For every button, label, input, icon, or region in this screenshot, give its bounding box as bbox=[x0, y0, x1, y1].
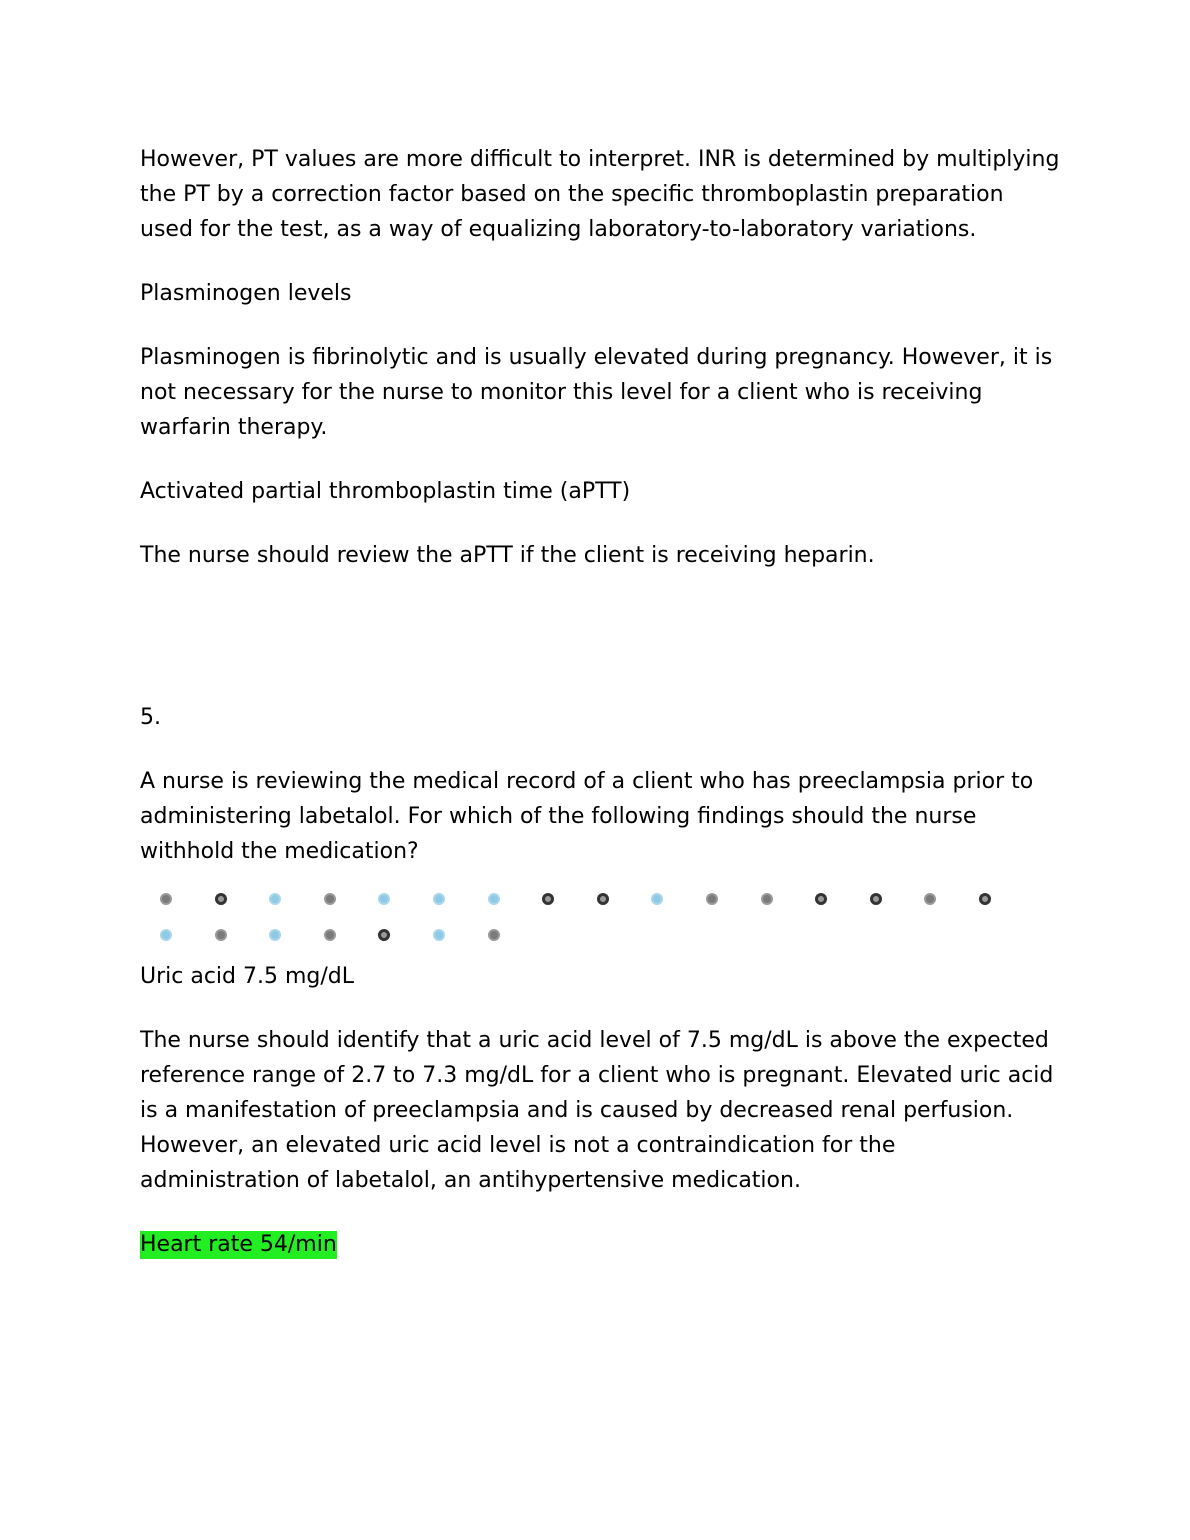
dot-ring-icon bbox=[979, 893, 991, 905]
dot-blue-icon bbox=[433, 929, 445, 941]
dot-gray-icon bbox=[160, 893, 172, 905]
dot-blue-icon bbox=[488, 893, 500, 905]
dot-ring-icon bbox=[215, 893, 227, 905]
dot-blue-icon bbox=[651, 893, 663, 905]
paragraph-aptt: The nurse should review the aPTT if the client is receiving heparin. bbox=[140, 543, 875, 568]
heading-aptt: Activated partial thromboplastin time (aPTT) bbox=[140, 479, 631, 504]
dot-gray-icon bbox=[706, 893, 718, 905]
dot-gray-icon bbox=[324, 893, 336, 905]
decorative-dot-rows bbox=[160, 893, 1060, 963]
dot-gray-icon bbox=[761, 893, 773, 905]
question-text: A nurse is reviewing the medical record of a client who has preeclampsia prior to administering labetalol. For which of the following findings should the nurse withhold the medication? bbox=[140, 769, 1034, 864]
dot-gray-icon bbox=[488, 929, 500, 941]
dot-blue-icon bbox=[269, 893, 281, 905]
answer-heart-rate-highlighted: Heart rate 54/min bbox=[140, 1232, 337, 1257]
answer-uric-acid: Uric acid 7.5 mg/dL bbox=[140, 964, 355, 989]
document-page bbox=[140, 142, 1060, 1262]
heading-plasminogen: Plasminogen levels bbox=[140, 281, 352, 306]
dot-blue-icon bbox=[433, 893, 445, 905]
dot-gray-icon bbox=[215, 929, 227, 941]
question-number: 5. bbox=[140, 705, 161, 730]
dot-ring-icon bbox=[870, 893, 882, 905]
dot-ring-icon bbox=[815, 893, 827, 905]
dot-ring-icon bbox=[542, 893, 554, 905]
dot-ring-icon bbox=[597, 893, 609, 905]
paragraph-plasminogen: Plasminogen is fibrinolytic and is usually elevated during pregnancy. However, it is not necessary for the nurse to monitor this level for a client who is receiving warfarin therapy. bbox=[140, 345, 1053, 440]
answer-heart-rate-line bbox=[140, 1227, 1060, 1262]
paragraph-pt-inr: However, PT values are more difficult to interpret. INR is determined by multiplying the PT by a correction factor based on the specific thromboplastin preparation used for the test, as a way of equalizing laboratory-to-laboratory variations. bbox=[140, 147, 1060, 242]
paragraph-uric-acid: The nurse should identify that a uric acid level of 7.5 mg/dL is above the expected reference range of 2.7 to 7.3 mg/dL for a client who is pregnant. Elevated uric acid is a manifestation of preeclampsia and is caused by decreased renal perfusion. However, an elevated uric acid level is not a contraindication for the administration of labetalol, an antihypertensive medication. bbox=[140, 1028, 1054, 1193]
dot-blue-icon bbox=[378, 893, 390, 905]
dot-blue-icon bbox=[160, 929, 172, 941]
dot-ring-icon bbox=[378, 929, 390, 941]
dot-blue-icon bbox=[269, 929, 281, 941]
dot-gray-icon bbox=[324, 929, 336, 941]
dot-gray-icon bbox=[924, 893, 936, 905]
